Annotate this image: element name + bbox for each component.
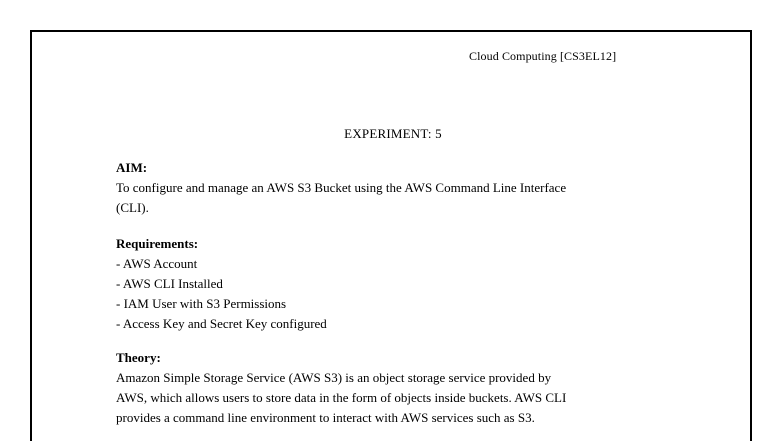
course-header: Cloud Computing [CS3EL12]	[469, 49, 617, 63]
requirements-heading: Requirements:	[116, 236, 199, 251]
requirement-item: - IAM User with S3 Permissions	[116, 296, 287, 311]
aim-line: To configure and manage an AWS S3 Bucket using the AWS Command Line Interface	[116, 180, 567, 195]
aim-line: (CLI).	[116, 200, 149, 215]
requirement-item: - Access Key and Secret Key configured	[116, 316, 327, 331]
aim-section	[116, 158, 676, 218]
theory-heading: Theory:	[116, 350, 161, 365]
requirement-item: - AWS CLI Installed	[116, 276, 223, 291]
experiment-title: EXPERIMENT: 5	[344, 126, 442, 141]
theory-line: Amazon Simple Storage Service (AWS S3) is an object storage service provided by	[116, 370, 552, 385]
theory-line: provides a command line environment to interact with AWS services such as S3.	[116, 410, 535, 425]
aim-heading: AIM:	[116, 160, 148, 175]
requirements-section	[116, 234, 676, 334]
theory-section	[116, 348, 676, 428]
theory-line: AWS, which allows users to store data in the form of objects inside buckets. AWS CLI	[116, 390, 567, 405]
requirement-item: - AWS Account	[116, 256, 198, 271]
document-page	[30, 30, 752, 441]
